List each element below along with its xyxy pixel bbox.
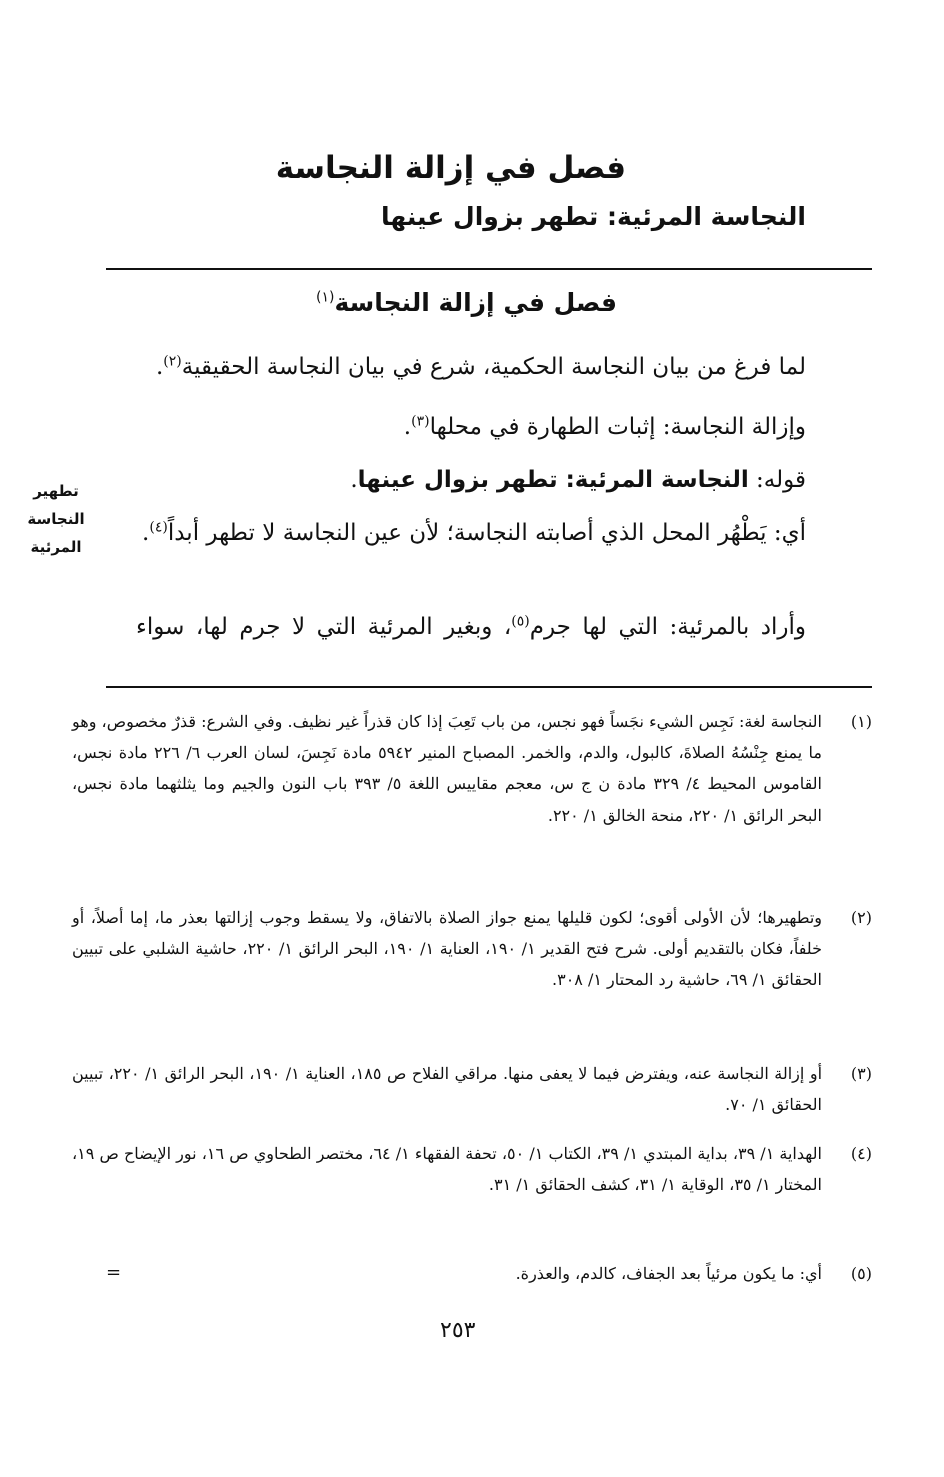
footnote-5: [72, 1258, 872, 1289]
body-line-1-end: .: [155, 354, 164, 380]
footnote-5-number: (٥): [850, 1264, 872, 1283]
body-line-2: [404, 412, 806, 443]
body-line-2-text: وإزالة النجاسة: إثبات الطهارة في محلها: [429, 414, 806, 440]
margin-note: [16, 478, 96, 561]
body-line-2-end: .: [403, 414, 412, 440]
body-line-1: [156, 352, 806, 383]
footnote-ref-3: (٣): [411, 413, 430, 430]
footnote-1: [72, 706, 872, 831]
footnote-ref-2: (٢): [163, 353, 182, 370]
sharh-title-text: فصل في إزالة النجاسة: [334, 288, 617, 317]
footnote-2-number: (٢): [850, 908, 872, 927]
matn-separator-rule: [106, 268, 872, 270]
body-line-3-prefix: قوله:: [748, 467, 806, 493]
margin-note-line-1: تطهير: [33, 482, 79, 500]
footnote-4-text: الهداية ١/ ٣٩، بداية المبتدي ١/ ٣٩، الكتاب ١/ ٥٠، تحفة الفقهاء ١/ ٦٤، مختصر الطحاوي ص ١٦، نور الإيضاح ص ١٩، المختار ١/ ٣٥، الوقاية ١/ ٣١، كشف الحقائق ١/ ٣١.: [72, 1144, 822, 1195]
footnote-1-text: النجاسة لغة: نَجِس الشيء نجَساً فهو نجس، من باب تَعِبَ إذا كان قذراً غير نظيف. وفي الشرع: قذرٌ مخصوص، وهو ما يمنع جِنْسُهُ الصلاةَ، كالبول، والدم، والخمر. المصباح المنير ٥٩٤٢ مادة نَجِسَ، لسان العرب ٦/ ٢٢٦ مادة نجس، القاموس المحيط ٤/ ٣٢٩ مادة ن ج س، معجم مقاييس اللغة ٥/ ٣٩٣ باب النون والجيم وما يثلثهما مادة نجس، البحر الرائق ١/ ٢٢٠، منحة الخالق ١/ ٢٢٠.: [72, 712, 822, 825]
sharh-chapter-title: [316, 288, 617, 317]
body-line-5b: ، وبغير المرئية التي لا جرم لها، سواء: [136, 614, 512, 640]
margin-note-line-3: المرئية: [30, 537, 82, 556]
page-number: ٢٥٣: [440, 1318, 476, 1343]
footnote-3: [72, 1058, 872, 1120]
continuation-mark: =: [106, 1262, 122, 1283]
matn-chapter-title: فصل في إزالة النجاسة: [275, 150, 626, 186]
body-line-1-text: لما فرغ من بيان النجاسة الحكمية، شرع في بيان النجاسة الحقيقية: [181, 354, 806, 380]
footnote-1-number: (١): [850, 712, 872, 731]
footnote-ref-1: (١): [316, 289, 335, 306]
body-line-4: [136, 518, 806, 549]
body-line-3: [350, 465, 806, 496]
body-line-5: [136, 612, 806, 643]
footnote-3-number: (٣): [850, 1064, 872, 1083]
footnote-3-text: أو إزالة النجاسة عنه، ويفترض فيما لا يعفى منها. مراقي الفلاح ص ١٨٥، العناية ١/ ١٩٠، البحر الرائق ١/ ٢٢٠، تبيين الحقائق ١/ ٧٠.: [72, 1064, 823, 1115]
footnote-4: [72, 1138, 872, 1200]
body-line-3-quote: النجاسة المرئية: تطهر بزوال عينها: [357, 467, 749, 493]
body-line-3-end: .: [350, 467, 358, 493]
body-line-4-text: أي: يَطْهُر المحل الذي أصابته النجاسة؛ لأن عين النجاسة لا تطهر أبداً: [167, 520, 806, 546]
margin-note-line-2: النجاسة: [27, 509, 85, 528]
footnote-4-number: (٤): [850, 1144, 872, 1163]
footnote-ref-4: (٤): [149, 519, 168, 536]
footnote-5-text: أي: ما يكون مرئياً بعد الجفاف، كالدم، والعذرة.: [515, 1264, 822, 1283]
matn-subtitle: النجاسة المرئية: تطهر بزوال عينها: [380, 202, 806, 231]
body-line-4-end: .: [142, 520, 150, 546]
footnote-ref-5: (٥): [511, 613, 530, 630]
footnote-separator-rule: [106, 686, 872, 688]
footnote-2-text: وتطهيرها؛ لأن الأولى أقوى؛ لكون قليلها يمنع جواز الصلاة بالاتفاق، ولا يسقط وجوب إزالتها بعذر ما، إما أصلاً، أو خلفاً، فكان بالتقديم أولى. شرح فتح القدير ١/ ١٩٠، العناية ١/ ١٩٠، البحر الرائق ١/ ٢٢٠، حاشية الشلبي على تبيين الحقائق ١/ ٦٩، حاشية رد المحتار ١/ ٣٠٨.: [72, 908, 823, 990]
footnote-2: [72, 902, 872, 996]
body-line-5a: وأراد بالمرئية: التي لها جرم: [529, 614, 806, 640]
